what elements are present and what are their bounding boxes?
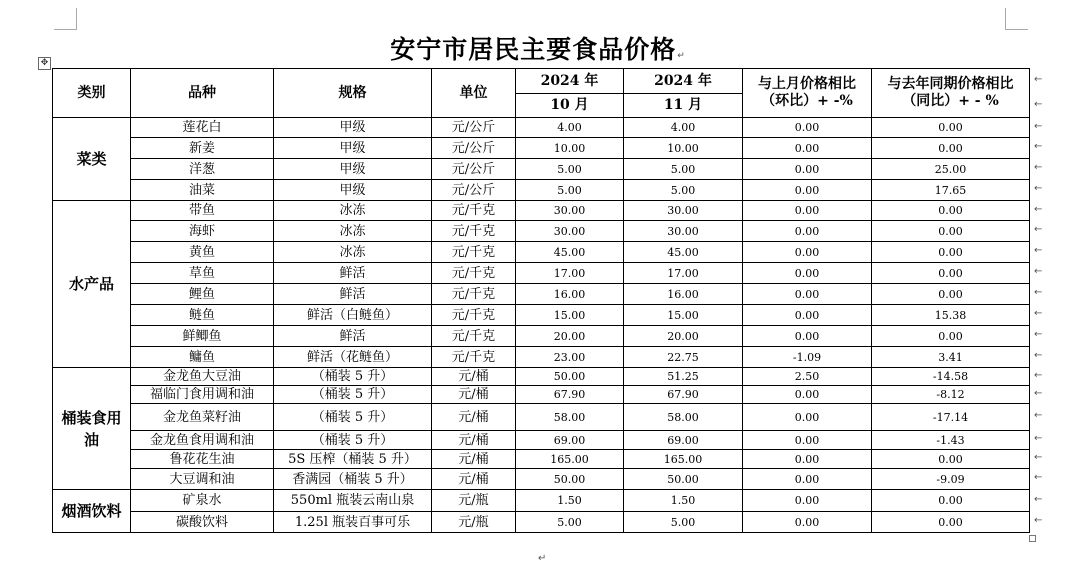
row-end-mark-icon: ← (1034, 203, 1043, 215)
variety-cell: 金龙鱼食用调和油 (131, 431, 274, 450)
change-yoy-cell: 3.41 (872, 347, 1030, 368)
spec-cell: 冰冻 (274, 221, 432, 242)
paragraph-mark-icon: ↵ (538, 553, 547, 564)
unit-cell: 元/桶 (432, 469, 516, 490)
change-yoy-cell: 0.00 (872, 326, 1030, 347)
price-nov-cell: 20.00 (624, 326, 743, 347)
row-end-mark-icon: ← (1034, 287, 1043, 298)
spec-cell: 甲级 (274, 159, 432, 180)
price-oct-cell: 5.00 (516, 159, 624, 180)
table-row (53, 201, 1030, 221)
crop-mark-top-right-vertical (1005, 8, 1006, 30)
change-mom-cell: 0.00 (743, 118, 872, 138)
header-unit: 单位 (432, 69, 516, 118)
spec-cell: 甲级 (274, 138, 432, 159)
price-nov-cell: 69.00 (624, 431, 743, 450)
variety-cell: 莲花白 (131, 118, 274, 138)
price-oct-cell: 165.00 (516, 450, 624, 469)
row-end-mark-icon: ← (1034, 245, 1043, 256)
variety-cell: 海虾 (131, 221, 274, 242)
change-mom-cell: 0.00 (743, 469, 872, 490)
unit-cell: 元/千克 (432, 242, 516, 263)
table-move-handle-icon[interactable]: ✥ (38, 57, 51, 70)
unit-cell: 元/千克 (432, 347, 516, 368)
change-mom-cell: 0.00 (743, 305, 872, 326)
price-table-body (53, 118, 1030, 533)
table-row (53, 180, 1030, 201)
price-oct-cell: 69.00 (516, 431, 624, 450)
price-nov-cell: 67.90 (624, 386, 743, 404)
price-oct-cell: 50.00 (516, 368, 624, 386)
spec-cell: 香满园（桶装 5 升） (274, 469, 432, 490)
change-mom-cell: 0.00 (743, 490, 872, 512)
price-oct-cell: 23.00 (516, 347, 624, 368)
table-row (53, 450, 1030, 469)
spec-cell: 550ml 瓶装云南山泉 (274, 490, 432, 512)
price-nov-cell: 15.00 (624, 305, 743, 326)
price-oct-cell: 20.00 (516, 326, 624, 347)
variety-cell: 大豆调和油 (131, 469, 274, 490)
crop-mark-top-left-vertical (76, 8, 77, 30)
category-cell: 菜类 (53, 118, 131, 201)
category-cell: 桶装食用油 (53, 368, 131, 490)
table-row (53, 386, 1030, 404)
header-variety: 品种 (131, 69, 274, 118)
row-end-mark-icon: ← (1034, 141, 1043, 152)
table-row (53, 221, 1030, 242)
table-row (53, 242, 1030, 263)
row-end-mark-icon: ← (1034, 472, 1043, 483)
row-end-mark-icon: ← (1034, 74, 1043, 85)
header-category: 类别 (53, 69, 131, 118)
spec-cell: 5S 压榨（桶装 5 升） (274, 450, 432, 469)
change-yoy-cell: 0.00 (872, 242, 1030, 263)
price-nov-cell: 10.00 (624, 138, 743, 159)
unit-cell: 元/桶 (432, 386, 516, 404)
price-oct-cell: 16.00 (516, 284, 624, 305)
change-mom-cell: 0.00 (743, 512, 872, 533)
price-oct-cell: 10.00 (516, 138, 624, 159)
change-yoy-cell: 25.00 (872, 159, 1030, 180)
price-nov-cell: 4.00 (624, 118, 743, 138)
change-yoy-cell: 0.00 (872, 263, 1030, 284)
spec-cell: 冰冻 (274, 201, 432, 221)
unit-cell: 元/千克 (432, 263, 516, 284)
category-cell: 水产品 (53, 201, 131, 368)
change-yoy-cell: 0.00 (872, 490, 1030, 512)
price-oct-cell: 15.00 (516, 305, 624, 326)
unit-cell: 元/桶 (432, 404, 516, 431)
variety-cell: 草鱼 (131, 263, 274, 284)
paragraph-mark-icon: ↵ (677, 51, 686, 61)
row-end-mark-icon: ← (1034, 266, 1043, 277)
row-end-mark-icon: ← (1034, 410, 1043, 421)
row-end-mark-icon: ← (1034, 369, 1043, 381)
spec-cell: 1.25l 瓶装百事可乐 (274, 512, 432, 533)
table-row (53, 512, 1030, 533)
unit-cell: 元/桶 (432, 450, 516, 469)
page-title: 安宁市居民主要食品价格↵ (390, 35, 686, 64)
price-nov-cell: 22.75 (624, 347, 743, 368)
table-row (53, 284, 1030, 305)
change-mom-cell: 0.00 (743, 284, 872, 305)
price-nov-cell: 165.00 (624, 450, 743, 469)
table-row (53, 490, 1030, 512)
variety-cell: 鲜鲫鱼 (131, 326, 274, 347)
variety-cell: 黄鱼 (131, 242, 274, 263)
unit-cell: 元/千克 (432, 201, 516, 221)
row-end-mark-icon: ← (1034, 224, 1043, 235)
change-mom-cell: 0.00 (743, 242, 872, 263)
variety-cell: 矿泉水 (131, 490, 274, 512)
table-row (53, 305, 1030, 326)
variety-cell: 洋葱 (131, 159, 274, 180)
unit-cell: 元/公斤 (432, 138, 516, 159)
price-oct-cell: 4.00 (516, 118, 624, 138)
table-row (53, 138, 1030, 159)
price-nov-cell: 5.00 (624, 180, 743, 201)
price-nov-cell: 45.00 (624, 242, 743, 263)
unit-cell: 元/瓶 (432, 490, 516, 512)
change-yoy-cell: 0.00 (872, 138, 1030, 159)
change-mom-cell: 0.00 (743, 450, 872, 469)
change-yoy-cell: 15.38 (872, 305, 1030, 326)
price-oct-cell: 58.00 (516, 404, 624, 431)
table-row (53, 368, 1030, 386)
variety-cell: 新姜 (131, 138, 274, 159)
unit-cell: 元/千克 (432, 221, 516, 242)
variety-cell: 金龙鱼菜籽油 (131, 404, 274, 431)
row-end-mark-icon: ← (1034, 452, 1043, 463)
row-end-mark-icon: ← (1034, 183, 1043, 194)
change-yoy-cell: -8.12 (872, 386, 1030, 404)
price-oct-cell: 5.00 (516, 180, 624, 201)
variety-cell: 福临门食用调和油 (131, 386, 274, 404)
spec-cell: 鲜活（花鲢鱼） (274, 347, 432, 368)
header-mom: 与上月价格相比 （环比）+ -% (743, 69, 872, 118)
price-nov-cell: 1.50 (624, 490, 743, 512)
header-year-nov: 2024 年 (624, 69, 743, 94)
variety-cell: 鳙鱼 (131, 347, 274, 368)
spec-cell: 鲜活 (274, 263, 432, 284)
table-row (53, 469, 1030, 490)
variety-cell: 碳酸饮料 (131, 512, 274, 533)
category-cell: 烟酒饮料 (53, 490, 131, 533)
table-resize-handle[interactable] (1029, 535, 1036, 542)
header-month-oct: 10 月 (516, 94, 624, 118)
spec-cell: （桶装 5 升） (274, 368, 432, 386)
spec-cell: 甲级 (274, 118, 432, 138)
unit-cell: 元/千克 (432, 326, 516, 347)
row-end-mark-icon: ← (1034, 387, 1043, 399)
crop-mark-top-left-horizontal (54, 29, 77, 30)
unit-cell: 元/公斤 (432, 118, 516, 138)
change-mom-cell: 0.00 (743, 326, 872, 347)
price-nov-cell: 50.00 (624, 469, 743, 490)
variety-cell: 鲤鱼 (131, 284, 274, 305)
table-row (53, 431, 1030, 450)
change-yoy-cell: 0.00 (872, 284, 1030, 305)
price-nov-cell: 51.25 (624, 368, 743, 386)
spec-cell: 甲级 (274, 180, 432, 201)
unit-cell: 元/瓶 (432, 512, 516, 533)
change-yoy-cell: -17.14 (872, 404, 1030, 431)
price-nov-cell: 5.00 (624, 159, 743, 180)
change-mom-cell: 0.00 (743, 404, 872, 431)
change-yoy-cell: 0.00 (872, 512, 1030, 533)
unit-cell: 元/公斤 (432, 159, 516, 180)
change-yoy-cell: 0.00 (872, 450, 1030, 469)
price-nov-cell: 58.00 (624, 404, 743, 431)
spec-cell: 鲜活（白鲢鱼） (274, 305, 432, 326)
spec-cell: 冰冻 (274, 242, 432, 263)
price-oct-cell: 30.00 (516, 221, 624, 242)
change-mom-cell: 0.00 (743, 180, 872, 201)
change-yoy-cell: -9.09 (872, 469, 1030, 490)
price-nov-cell: 16.00 (624, 284, 743, 305)
variety-cell: 鲁花花生油 (131, 450, 274, 469)
row-end-mark-icon: ← (1034, 493, 1043, 505)
variety-cell: 油菜 (131, 180, 274, 201)
change-yoy-cell: 0.00 (872, 118, 1030, 138)
spec-cell: 鲜活 (274, 326, 432, 347)
row-end-mark-icon: ← (1034, 308, 1043, 319)
change-mom-cell: 0.00 (743, 159, 872, 180)
price-nov-cell: 17.00 (624, 263, 743, 284)
change-yoy-cell: 0.00 (872, 201, 1030, 221)
spec-cell: （桶装 5 升） (274, 386, 432, 404)
table-row (53, 347, 1030, 368)
change-mom-cell: -1.09 (743, 347, 872, 368)
change-yoy-cell: 0.00 (872, 221, 1030, 242)
price-table (52, 68, 1030, 533)
change-yoy-cell: -1.43 (872, 431, 1030, 450)
change-mom-cell: 0.00 (743, 201, 872, 221)
unit-cell: 元/千克 (432, 305, 516, 326)
change-yoy-cell: -14.58 (872, 368, 1030, 386)
price-oct-cell: 30.00 (516, 201, 624, 221)
price-oct-cell: 5.00 (516, 512, 624, 533)
price-oct-cell: 17.00 (516, 263, 624, 284)
row-end-mark-icon: ← (1034, 433, 1043, 444)
change-mom-cell: 0.00 (743, 263, 872, 284)
unit-cell: 元/桶 (432, 368, 516, 386)
spec-cell: （桶装 5 升） (274, 404, 432, 431)
header-spec: 规格 (274, 69, 432, 118)
header-yoy: 与去年同期价格相比 （同比）+ - % (872, 69, 1030, 118)
crop-mark-top-right-horizontal (1005, 29, 1028, 30)
header-year-oct: 2024 年 (516, 69, 624, 94)
price-nov-cell: 30.00 (624, 201, 743, 221)
row-end-mark-icon: ← (1034, 120, 1043, 132)
price-oct-cell: 67.90 (516, 386, 624, 404)
spec-cell: （桶装 5 升） (274, 431, 432, 450)
row-end-mark-icon: ← (1034, 329, 1043, 340)
header-row-1 (53, 69, 1030, 94)
row-end-mark-icon: ← (1034, 98, 1043, 110)
change-mom-cell: 0.00 (743, 386, 872, 404)
change-mom-cell: 0.00 (743, 431, 872, 450)
change-mom-cell: 2.50 (743, 368, 872, 386)
price-oct-cell: 50.00 (516, 469, 624, 490)
unit-cell: 元/公斤 (432, 180, 516, 201)
variety-cell: 鲢鱼 (131, 305, 274, 326)
spec-cell: 鲜活 (274, 284, 432, 305)
table-row (53, 404, 1030, 431)
variety-cell: 金龙鱼大豆油 (131, 368, 274, 386)
price-oct-cell: 45.00 (516, 242, 624, 263)
price-nov-cell: 30.00 (624, 221, 743, 242)
row-end-mark-icon: ← (1034, 515, 1043, 526)
price-nov-cell: 5.00 (624, 512, 743, 533)
row-end-mark-icon: ← (1034, 162, 1043, 173)
row-end-mark-icon: ← (1034, 350, 1043, 361)
change-mom-cell: 0.00 (743, 221, 872, 242)
table-row (53, 326, 1030, 347)
table-row (53, 159, 1030, 180)
unit-cell: 元/桶 (432, 431, 516, 450)
price-oct-cell: 1.50 (516, 490, 624, 512)
change-yoy-cell: 17.65 (872, 180, 1030, 201)
unit-cell: 元/千克 (432, 284, 516, 305)
variety-cell: 带鱼 (131, 201, 274, 221)
change-mom-cell: 0.00 (743, 138, 872, 159)
header-month-nov: 11 月 (624, 94, 743, 118)
price-table-container (52, 68, 1030, 533)
table-row (53, 263, 1030, 284)
table-row (53, 118, 1030, 138)
